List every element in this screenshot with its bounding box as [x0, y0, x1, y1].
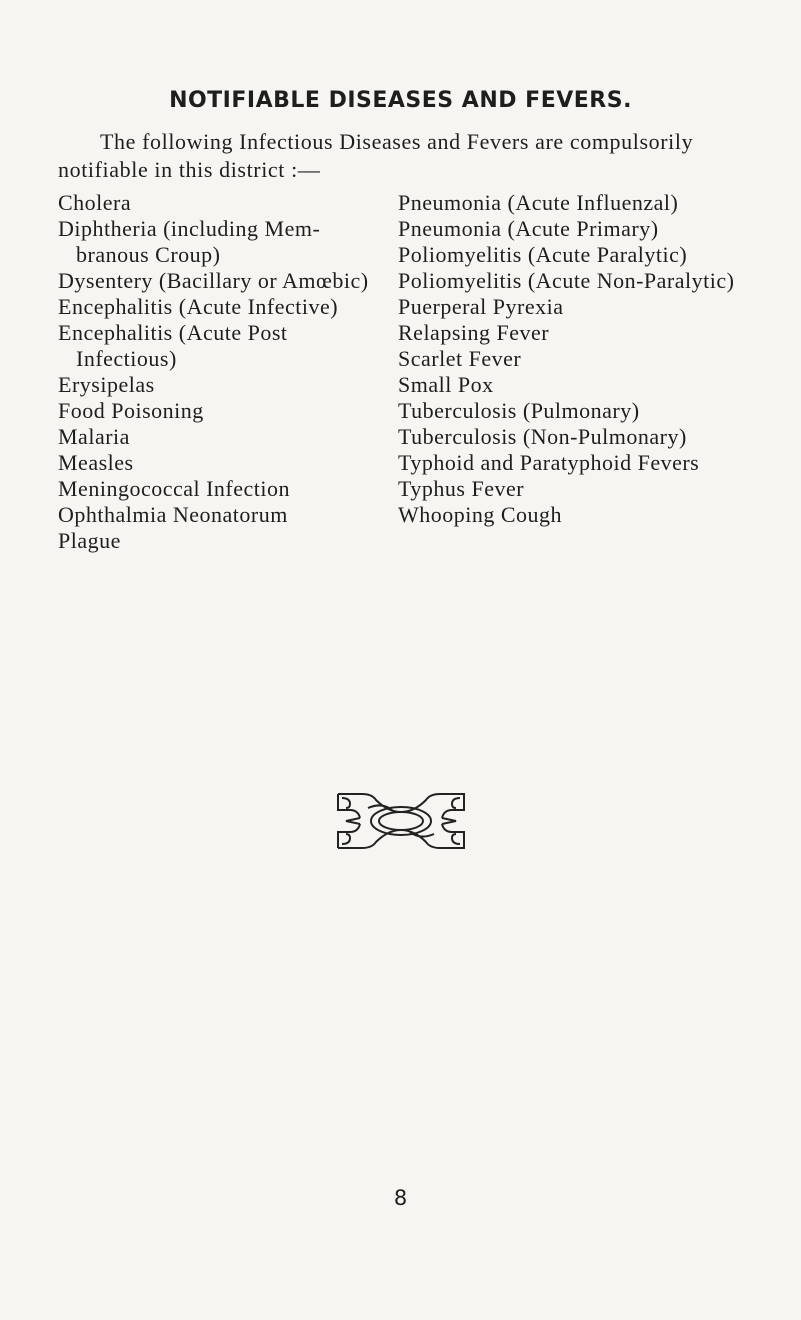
list-item: Puerperal Pyrexia	[398, 294, 564, 319]
list-item: Poliomyelitis (Acute Non-Paralytic)	[398, 268, 735, 293]
list-item: Scarlet Fever	[398, 346, 522, 371]
list-item: Relapsing Fever	[398, 320, 550, 345]
list-item: Tuberculosis (Pulmonary)	[398, 398, 640, 423]
disease-list-left	[58, 190, 408, 554]
list-item: Erysipelas	[58, 372, 155, 397]
disease-list-right	[398, 190, 778, 528]
scroll-ornament-icon	[332, 788, 470, 854]
intro-paragraph: The following Infectious Diseases and Fevers are compulsorily notifiable in this district :—	[58, 129, 694, 182]
list-item: Plague	[58, 528, 121, 553]
list-item: Typhus Fever	[398, 476, 525, 501]
list-item: Encephalitis (Acute Post Infectious)	[58, 320, 288, 371]
list-item: Whooping Cough	[398, 502, 563, 527]
list-item: Ophthalmia Neonatorum	[58, 502, 288, 527]
page-number: 8	[393, 1186, 408, 1210]
list-item: Tuberculosis (Non-Pulmonary)	[398, 424, 687, 449]
list-item: Small Pox	[398, 372, 494, 397]
list-item: Pneumonia (Acute Primary)	[398, 216, 659, 241]
list-item: Diphtheria (including Mem- branous Croup)	[58, 216, 321, 267]
list-item: Cholera	[58, 190, 132, 215]
list-item: Food Poisoning	[58, 398, 204, 423]
list-item: Dysentery (Bacillary or Amœbic)	[58, 268, 369, 293]
list-item: Encephalitis (Acute Infective)	[58, 294, 339, 319]
list-item: Malaria	[58, 424, 130, 449]
page-title: NOTIFIABLE DISEASES AND FEVERS.	[169, 88, 632, 113]
list-item: Typhoid and Paratyphoid Fevers	[398, 450, 700, 475]
list-item: Pneumonia (Acute Influenzal)	[398, 190, 679, 215]
list-item: Measles	[58, 450, 134, 475]
list-item: Poliomyelitis (Acute Paralytic)	[398, 242, 688, 267]
list-item: Meningococcal Infection	[58, 476, 291, 501]
